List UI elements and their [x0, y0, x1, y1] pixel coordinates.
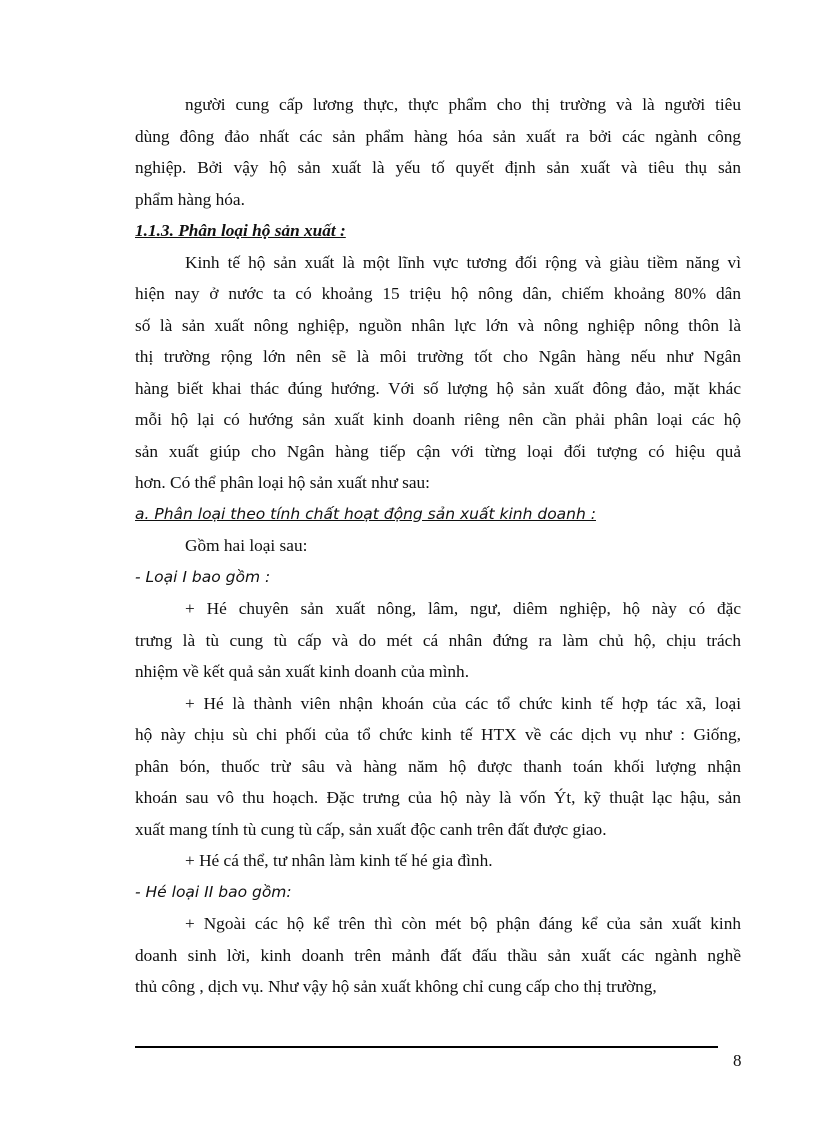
paragraph-line: phẩm hàng hóa.: [135, 189, 245, 209]
paragraph-line: sản xuất giúp cho Ngân hàng tiếp cận với từng loại đối tượng có hiệu quả: [135, 441, 741, 461]
paragraph-line: người cung cấp lương thực, thực phẩm cho thị trường và là người tiêu: [185, 95, 741, 114]
paragraph-line: trưng là tù cung tù cấp và do mét cá nhân đứng ra làm chủ hộ, chịu trách: [135, 630, 741, 650]
section-heading: 1.1.3. Phân loại hộ sản xuất :: [135, 221, 346, 240]
list-heading: - Loại I bao gồm :: [135, 567, 271, 586]
paragraph-line: mỗi hộ lại có hướng sản xuất kinh doanh riêng nên cần phải phân loại các hộ: [135, 410, 741, 429]
subsection-heading: a. Phân loại theo tính chất hoạt động sản xuất kinh doanh :: [135, 504, 596, 523]
paragraph-line: dùng đông đảo nhất các sản phẩm hàng hóa sản xuất ra bởi các ngành công: [135, 126, 741, 146]
paragraph-line: phân bón, thuốc trừ sâu và hàng năm hộ được thanh toán khối lượng nhận: [135, 756, 741, 776]
paragraph-line: doanh sinh lời, kinh doanh trên mảnh đất đấu thầu sản xuất các ngành nghề: [135, 945, 741, 965]
paragraph-line: hộ này chịu sù chi phối của tổ chức kinh tế HTX về các dịch vụ như : Giống,: [135, 725, 741, 744]
paragraph-line: số là sản xuất nông nghiệp, nguồn nhân lực lớn và nông nghiệp nông thôn là: [135, 315, 741, 335]
paragraph-line: nhiệm về kết quả sản xuất kinh doanh của mình.: [135, 662, 470, 681]
paragraph-line: Kinh tế hộ sản xuất là một lĩnh vực tương đối rộng và giàu tiềm năng vì: [185, 252, 741, 272]
page-number: 8: [733, 1051, 742, 1070]
paragraph-line: thị trường rộng lớn nên sẽ là môi trường tốt cho Ngân hàng nếu như Ngân: [135, 347, 741, 366]
body-text: [135, 89, 741, 1003]
paragraph-line: + Hé chuyên sản xuất nông, lâm, ngư, diêm nghiệp, hộ này có đặc: [185, 599, 741, 618]
paragraph-line: hơn. Có thể phân loại hộ sản xuất như sau:: [135, 473, 430, 492]
paragraph-line: Gồm hai loại sau:: [185, 536, 308, 555]
paragraph-line: khoán sau vô thu hoạch. Đặc trưng của hộ này là vốn Ýt, kỹ thuật lạc hậu, sản: [135, 788, 741, 807]
paragraph-line: + Hé là thành viên nhận khoán của các tổ chức kinh tế hợp tác xã, loại: [185, 693, 741, 713]
footer-divider: [135, 1046, 718, 1048]
paragraph-line: + Hé cá thể, tư nhân làm kinh tế hé gia đình.: [185, 851, 493, 870]
paragraph-line: thủ công , dịch vụ. Như vậy hộ sản xuất không chỉ cung cấp cho thị trường,: [135, 977, 657, 996]
list-heading: - Hé loại II bao gồm:: [135, 882, 292, 901]
paragraph-line: hàng biết khai thác đúng hướng. Với số lượng hộ sản xuất đông đảo, mặt khác: [135, 378, 741, 398]
paragraph-line: + Ngoài các hộ kể trên thì còn mét bộ phận đáng kể của sản xuất kinh: [185, 914, 741, 933]
paragraph-line: hiện nay ở nước ta có khoảng 15 triệu hộ nông dân, chiếm khoảng 80% dân: [135, 284, 741, 303]
paragraph-line: nghiệp. Bởi vậy hộ sản xuất là yếu tố quyết định sản xuất và tiêu thụ sản: [135, 158, 741, 177]
paragraph-line: xuất mang tính tù cung tù cấp, sản xuất độc canh trên đất được giao.: [135, 819, 607, 839]
